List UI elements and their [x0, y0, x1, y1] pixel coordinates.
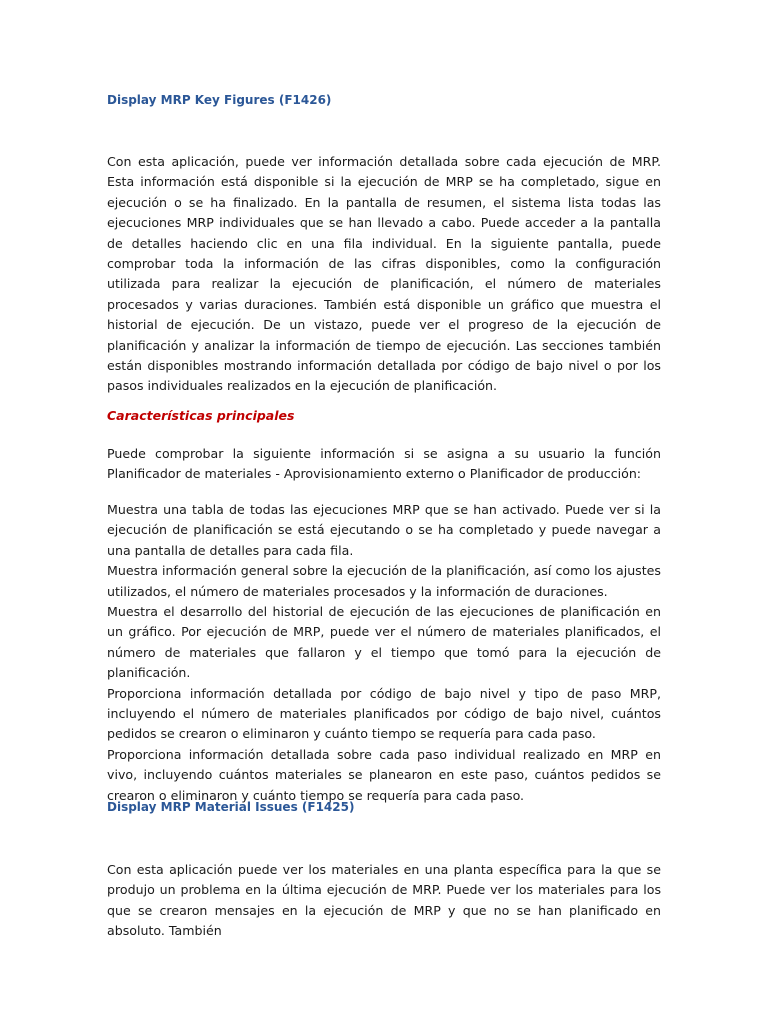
- features-lead-paragraph: [107, 444, 661, 485]
- features-heading: Características principales: [107, 408, 295, 423]
- feature-item: Muestra el desarrollo del historial de ejecución de las ejecuciones de planificación en un gráfico. Por ejecución de MRP, puede ver el número de materiales planificados, el número de materiales que fallaron y el tiempo que tomó para la ejecución de planificación.: [107, 604, 661, 681]
- features-list: [107, 500, 661, 806]
- feature-item: Muestra una tabla de todas las ejecuciones MRP que se han activado. Puede ver si la ejecución de planificación se está ejecutando o se ha completado y puede navegar a una pantalla de detalles para cada fila.: [107, 502, 661, 558]
- key-figures-description: [107, 152, 661, 397]
- section-title-key-figures: Display MRP Key Figures (F1426): [107, 93, 332, 107]
- feature-item: Proporciona información detallada sobre cada paso individual realizado en MRP en vivo, incluyendo cuántos materiales se planearon en este paso, cuántos pedidos se crearon o eliminaron y cuánto tiempo se requería para cada paso.: [107, 746, 661, 803]
- key-figures-intro: Con esta aplicación, puede ver información detallada sobre cada ejecución de MRP. Esta información está disponible si la ejecución de MRP se ha completado, sigue en ejecución o se ha finalizado. En la pantalla de resumen, el sistema lista todas las ejecuciones MRP individuales que se han llevado a cabo. Puede acceder a la pantalla de detalles haciendo clic en una fila individual. En la siguiente pantalla, puede comprobar toda la información de las cifras disponibles, como la configuración utilizada para realizar la ejecución de planificación, el número de materiales procesados y varias duraciones. También está disponible un gráfico que muestra el historial de ejecución. De un vistazo, puede ver el progreso de la ejecución de planificación y analizar la información de tiempo de ejecución. Las secciones también están disponibles mostrando información detallada por código de bajo nivel o por los pasos individuales realizados en la ejecución de planificación.: [107, 154, 661, 394]
- material-issues-intro: Con esta aplicación puede ver los materiales en una planta específica para la que se produjo un problema en la última ejecución de MRP. Puede ver los materiales para los que se crearon mensajes en la ejecución de MRP y que no se han planificado en absoluto. También: [107, 862, 661, 939]
- features-lead: Puede comprobar la siguiente información si se asigna a su usuario la función Planificador de materiales - Aprovisionamiento externo o Planificador de producción:: [107, 446, 661, 482]
- feature-item: Muestra información general sobre la ejecución de la planificación, así como los ajustes utilizados, el número de materiales procesados y la información de duraciones.: [107, 563, 661, 599]
- feature-item: Proporciona información detallada por código de bajo nivel y tipo de paso MRP, incluyendo el número de materiales planificados por código de bajo nivel, cuántos pedidos se crearon o eliminaron y cuánto tiempo se requería para cada paso.: [107, 685, 661, 742]
- section-title-material-issues: Display MRP Material Issues (F1425): [107, 800, 355, 814]
- material-issues-description: [107, 860, 661, 942]
